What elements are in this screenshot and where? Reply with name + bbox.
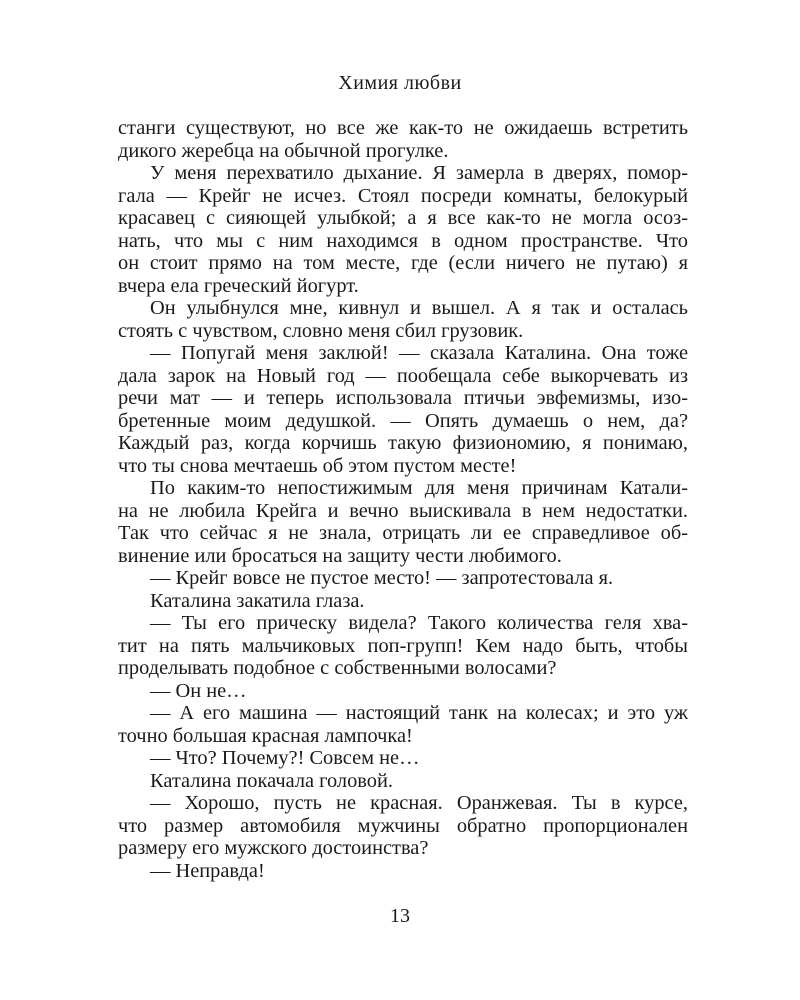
- text-line: на не любила Крейга и вечно выискивала в нем недостатки.: [118, 499, 688, 522]
- text-line: винение или бросаться на защиту чести любимого.: [118, 544, 562, 567]
- text-line: — Попугай меня заклюй! — сказала Каталина. Она тоже: [150, 342, 688, 364]
- text-line: речи мат — и теперь использовала птичьи эвфемизмы, изо-: [118, 387, 688, 409]
- text-line: стоять с чувством, словно меня сбил грузовик.: [118, 319, 524, 342]
- text-line: Каталина покачала головой.: [150, 769, 393, 792]
- text-line: — Он не…: [150, 679, 247, 702]
- text-line: — Ты его прическу видела? Такого количества геля хва-: [150, 612, 688, 634]
- text-line: дала зарок на Новый год — пообещала себе выкорчевать из: [118, 364, 688, 387]
- text-line: — Крейг вовсе не пустое место! — запротестовала я.: [150, 567, 614, 589]
- text-line: Каждый раз, когда корчишь такую физиономию, я понимаю,: [118, 432, 688, 454]
- text-line: вчера ела греческий йогурт.: [118, 274, 359, 297]
- text-line: Каталина закатила глаза.: [150, 589, 365, 612]
- text-line: Так что сейчас я не знала, отрицать ли ее справедливое об-: [118, 522, 688, 544]
- text-line: точно большая красная лампочка!: [118, 724, 413, 747]
- text-line: бретенные моим дедушкой. — Опять думаешь о нем, да?: [118, 409, 688, 432]
- page-number: 13: [390, 905, 410, 927]
- text-line: По каким-то непостижимым для меня причинам Катали-: [150, 477, 688, 499]
- text-line: тит на пять мальчиковых поп-групп! Кем надо быть, чтобы: [118, 634, 688, 657]
- text-line: Он улыбнулся мне, кивнул и вышел. А я так и осталась: [150, 297, 688, 319]
- text-line: гала — Крейг не исчез. Стоял посреди комнаты, белокурый: [118, 184, 688, 207]
- text-line: У меня перехватило дыхание. Я замерла в дверях, помор-: [150, 162, 688, 184]
- text-line: что размер автомобиля мужчины обратно пропорционален: [118, 814, 688, 837]
- text-line: — Хорошо, пусть не красная. Оранжевая. Ты в курсе,: [150, 792, 688, 814]
- text-line: красавец с сияющей улыбкой; а я все как-то не могла осоз-: [118, 207, 688, 229]
- text-line: нать, что мы с ним находимся в одном пространстве. Что: [118, 229, 688, 252]
- text-line: — Что? Почему?! Совсем не…: [150, 747, 420, 769]
- running-head: Химия любви: [338, 72, 462, 94]
- text-line: — А его машина — настоящий танк на колесах; и это уж: [150, 702, 688, 724]
- text-line: он стоит прямо на том месте, где (если ничего не путаю) я: [118, 252, 688, 274]
- text-line: станги существуют, но все же как-то не ожидаешь встретить: [118, 117, 688, 139]
- text-line: размеру его мужского достоинства?: [118, 837, 429, 859]
- text-line: дикого жеребца на обычной прогулке.: [118, 139, 449, 162]
- text-line: — Неправда!: [150, 859, 265, 882]
- text-line: что ты снова мечтаешь об этом пустом месте!: [118, 454, 517, 477]
- text-line: проделывать подобное с собственными волосами?: [118, 657, 557, 679]
